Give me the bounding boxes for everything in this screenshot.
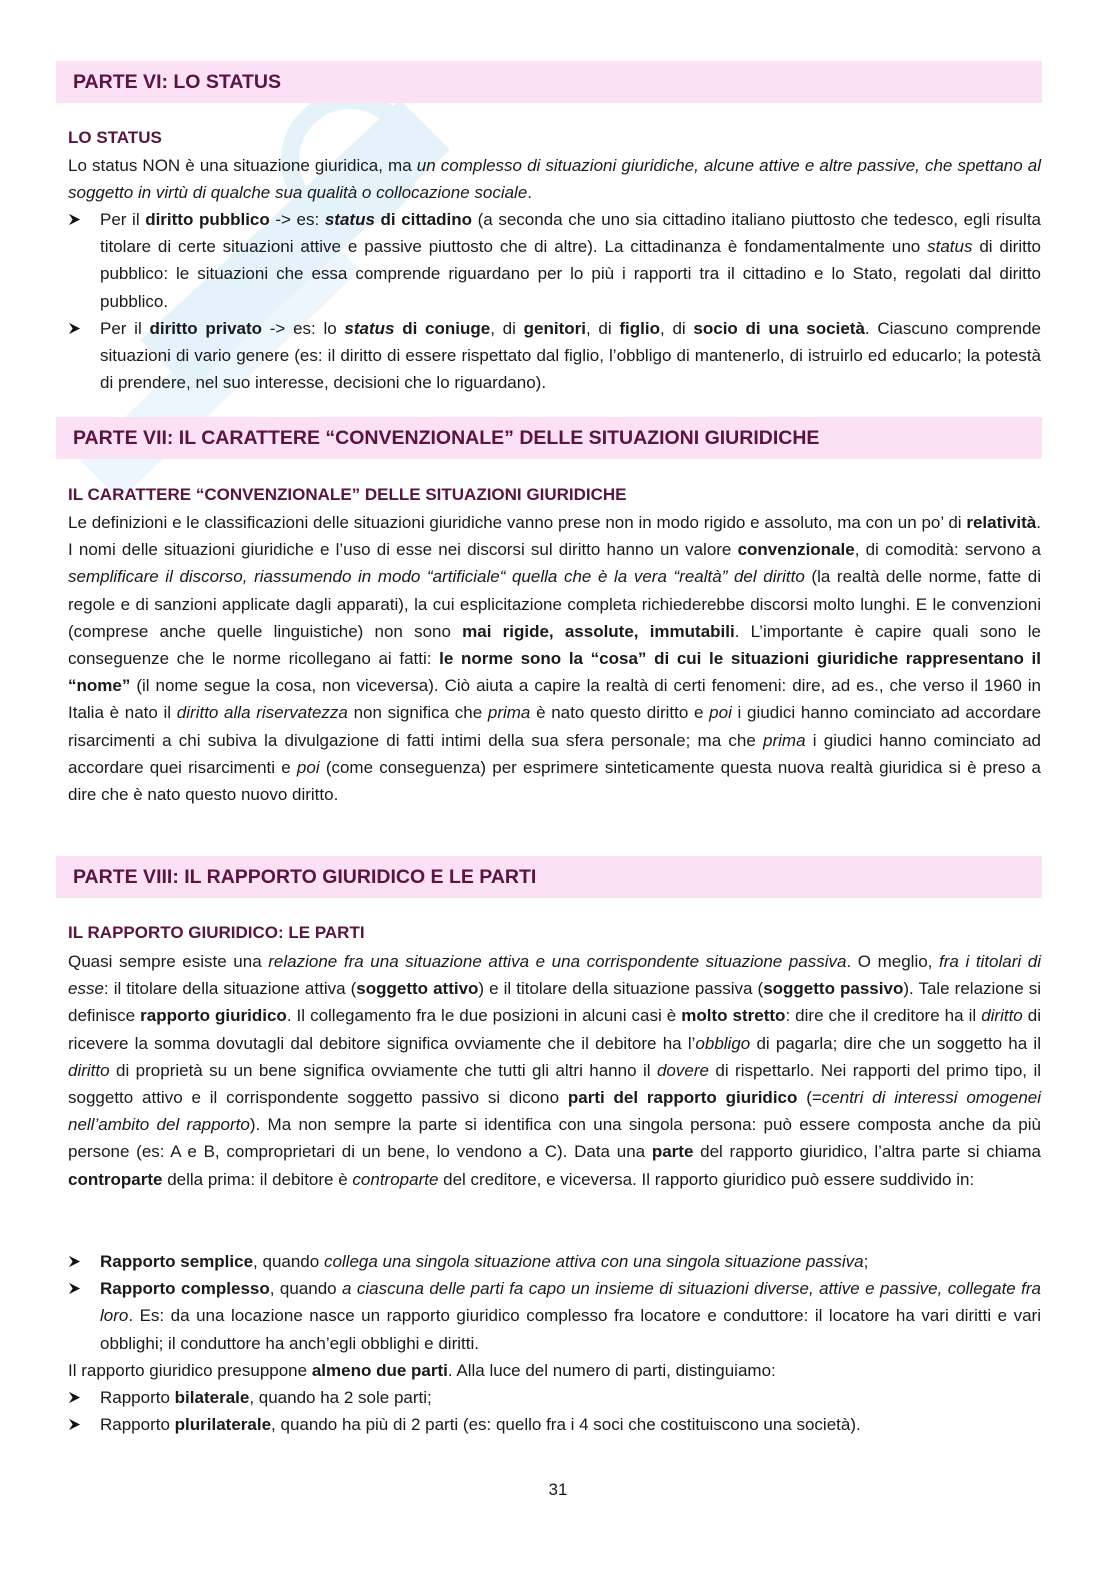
section-title: PARTE VIII: IL RAPPORTO GIURIDICO E LE PARTI (73, 866, 537, 888)
list-item-text: Per il diritto pubblico -> es: status di cittadino (a seconda che uno sia cittadino italiano piuttosto che tedesco, egli risulta titolare di certe situazioni attive e passive piuttosto che di altre). La cittadinanza è fondamentalmente uno status di diritto pubblico: le situazioni che essa comprende riguardano per lo più i rapporti tra il cittadino e lo Stato, regolati dal diritto pubblico. (100, 210, 1042, 311)
list-item (68, 1248, 1041, 1275)
subsection-title: IL RAPPORTO GIURIDICO: LE PARTI (68, 923, 365, 942)
section-title: PARTE VII: IL CARATTERE “CONVENZIONALE” DELLE SITUAZIONI GIURIDICHE (73, 427, 820, 449)
section-bar-parte-vii (56, 417, 1042, 459)
paragraph: Il rapporto giuridico presuppone almeno due parti. Alla luce del numero di parti, distinguiamo: (68, 1361, 776, 1380)
list-item-text: Rapporto semplice, quando collega una singola situazione attiva con una singola situazione passiva; (100, 1252, 869, 1271)
paragraph: Lo status NON è una situazione giuridica, ma un complesso di situazioni giuridiche, alcune attive e altre passive, che spettano al soggetto in virtù di qualche sua qualità o collocazione sociale. (68, 156, 1042, 203)
paragraph: Quasi sempre esiste una relazione fra una situazione attiva e una corrispondente situazione passiva. O meglio, fra i titolari di esse: il titolare della situazione attiva (soggetto attivo) e il titolare della situazione passiva (soggetto passivo). Tale relazione si definisce rapporto giuridico. Il collegamento fra le due posizioni in alcuni casi è molto stretto: dire che il creditore ha il diritto di ricevere la somma dovutagli dal debitore significa ovviamente che il debitore ha l’obbligo di pagarla; dire che un soggetto ha il diritto di proprietà su un bene significa ovviamente che tutti gli altri hanno il dovere di rispettarlo. Nei rapporti del primo tipo, il soggetto attivo e il corrispondente soggetto passivo si dicono parti del rapporto giuridico (=centri di interessi omogenei nell’ambito del rapporto). Ma non sempre la parte si identifica con una singola persona: può essere composta anche da più persone (es: A e B, comproprietari di un bene, lo vendono a C). Data una parte del rapporto giuridico, l’altra parte si chiama controparte della prima: il debitore è controparte del creditore, e viceversa. Il rapporto giuridico può essere suddivido in: (68, 952, 1042, 1189)
list-item (68, 1411, 1041, 1438)
arrowhead-bullet-icon (68, 1282, 81, 1295)
list-item (68, 1384, 1041, 1411)
bullet-list (68, 1384, 1041, 1438)
arrowhead-bullet-icon (68, 1418, 81, 1431)
section-title: PARTE VI: LO STATUS (73, 71, 281, 93)
list-item (68, 206, 1041, 315)
arrowhead-bullet-icon (68, 322, 81, 335)
subsection-title: LO STATUS (68, 128, 162, 147)
paragraph: Le definizioni e le classificazioni delle situazioni giuridiche vanno prese non in modo rigido e assoluto, ma con un po’ di relatività. I nomi delle situazioni giuridiche e l’uso di esse nei discorsi sul diritto hanno un valore convenzionale, di comodità: servono a semplificare il discorso, riassumendo in modo “artificiale“ quella che è la vera “realtà” del diritto (la realtà delle norme, fatte di regole e di sanzioni applicate dagli apparati), la cui esplicitazione completa richiederebbe discorsi molto lunghi. E le convenzioni (comprese anche quelle linguistiche) non sono mai rigide, assolute, immutabili. L’importante è capire quali sono le conseguenze che le norme ricollegano ai fatti: le norme sono la “cosa” di cui le situazioni giuridiche rappresentano il “nome” (il nome segue la cosa, non viceversa). Ciò aiuta a capire la realtà di certi fenomeni: dire, ad es., che verso il 1960 in Italia è nato il diritto alla riservatezza non significa che prima è nato questo diritto e poi i giudici hanno cominciato ad accordare risarcimenti a chi subiva la divulgazione di fatti intimi della sua sfera personale; ma che prima i giudici hanno cominciato ad accordare quei risarcimenti e poi (come conseguenza) per esprimere sinteticamente questa nuova realtà giuridica si è preso a dire che è nato questo nuovo diritto. (68, 513, 1042, 805)
arrowhead-bullet-icon (68, 1255, 81, 1268)
section-bar-parte-viii (56, 856, 1042, 898)
bullet-list (68, 1248, 1041, 1357)
page-number: 31 (548, 1480, 568, 1499)
list-item-text: Rapporto plurilaterale, quando ha più di 2 parti (es: quello fra i 4 soci che costituiscono una società). (100, 1415, 861, 1435)
list-item-text: Per il diritto privato -> es: lo status di coniuge, di genitori, di figlio, di socio di una società. Ciascuno comprende situazioni di vario genere (es: il diritto di essere rispettato dal figlio, l’obbligo di mantenerlo, di istruirlo ed educarlo; la potestà di prendere, nel suo interesse, decisioni che lo riguardano). (100, 318, 1041, 393)
section-bar-parte-vi (56, 61, 1042, 103)
arrowhead-bullet-icon (68, 213, 81, 226)
list-item (68, 1275, 1041, 1357)
list-item-text: Rapporto complesso, quando a ciascuna delle parti fa capo un insieme di situazioni diverse, attive e passive, collegate fra loro. Es: da una locazione nasce un rapporto giuridico complesso fra locatore e conduttore: il locatore ha vari diritti e vari obblighi; il conduttore ha anch’egli obblighi e diritti. (100, 1279, 1041, 1353)
arrowhead-bullet-icon (68, 1391, 81, 1404)
bullet-list (68, 206, 1041, 396)
list-item (68, 315, 1041, 397)
subsection-title: IL CARATTERE “CONVENZIONALE” DELLE SITUAZIONI GIURIDICHE (68, 485, 627, 504)
list-item-text: Rapporto bilaterale, quando ha 2 sole parti; (100, 1388, 432, 1407)
